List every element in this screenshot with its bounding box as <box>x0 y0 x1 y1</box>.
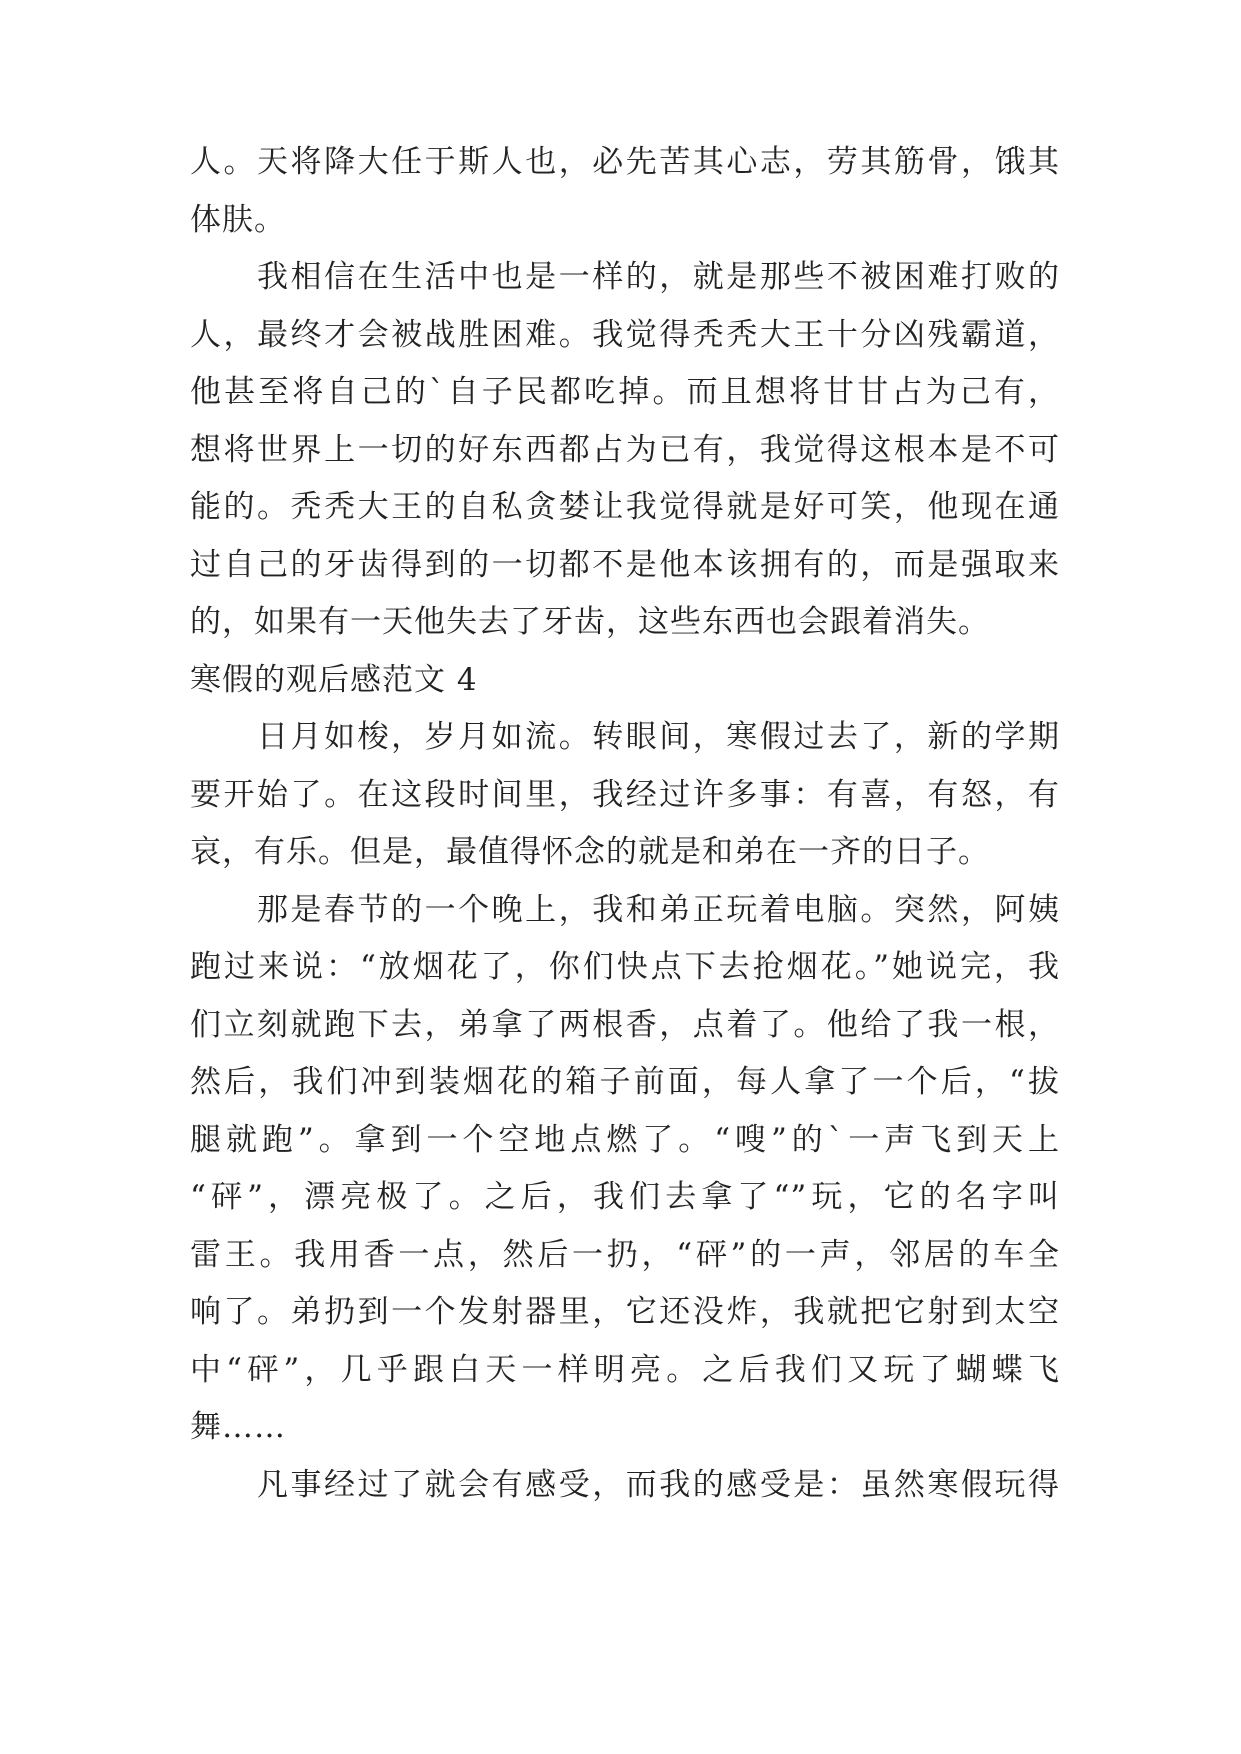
text-line: 那是春节的一个晚上，我和弟正玩着电脑。突然，阿姨 <box>257 892 1060 928</box>
text-line: 人。天将降大任于斯人也，必先苦其心志，劳其筋骨，饿其 <box>190 144 1060 180</box>
text-line: 响了。弟扔到一个发射器里，它还没炸，我就把它射到太空 <box>190 1294 1060 1330</box>
text-line: 腿就跑”。拿到一个空地点燃了。“嗖”的`一声飞到天上 <box>190 1122 1060 1158</box>
text-line: 体肤。 <box>190 202 286 238</box>
text-line: 日月如梭，岁月如流。转眼间，寒假过去了，新的学期 <box>257 719 1060 755</box>
text-line: 人，最终才会被战胜困难。我觉得秃秃大王十分凶残霸道， <box>190 317 1060 353</box>
text-line: 过自己的牙齿得到的一切都不是他本该拥有的，而是强取来 <box>190 547 1060 583</box>
text-line: 我相信在生活中也是一样的，就是那些不被困难打败的 <box>257 259 1060 295</box>
text-line: 要开始了。在这段时间里，我经过许多事：有喜，有怒，有 <box>190 777 1060 813</box>
text-line: 凡事经过了就会有感受，而我的感受是：虽然寒假玩得 <box>257 1467 1060 1503</box>
text-line: 中“砰”，几乎跟白天一样明亮。之后我们又玩了蝴蝶飞 <box>190 1352 1060 1388</box>
text-line: 跑过来说：“放烟花了，你们快点下去抢烟花。”她说完，我 <box>190 949 1060 985</box>
section-heading: 寒假的观后感范文 4 <box>190 662 478 698</box>
text-line: 然后，我们冲到装烟花的箱子前面，每人拿了一个后，“拔 <box>190 1064 1060 1100</box>
text-line: 们立刻就跑下去，弟拿了两根香，点着了。他给了我一根， <box>190 1007 1060 1043</box>
text-line: “砰”，漂亮极了。之后，我们去拿了“”玩，它的名字叫 <box>190 1179 1060 1215</box>
text-line: 哀，有乐。但是，最值得怀念的就是和弟在一齐的日子。 <box>190 834 990 870</box>
text-line: 舞…… <box>190 1409 286 1445</box>
text-line: 的，如果有一天他失去了牙齿，这些东西也会跟着消失。 <box>190 604 990 640</box>
text-line: 雷王。我用香一点，然后一扔，“砰”的一声，邻居的车全 <box>190 1237 1060 1273</box>
text-line: 他甚至将自己的`自子民都吃掉。而且想将甘甘占为己有， <box>190 374 1060 410</box>
text-line: 想将世界上一切的好东西都占为已有，我觉得这根本是不可 <box>190 432 1060 468</box>
text-line: 能的。秃秃大王的自私贪婪让我觉得就是好可笑，他现在通 <box>190 489 1060 525</box>
